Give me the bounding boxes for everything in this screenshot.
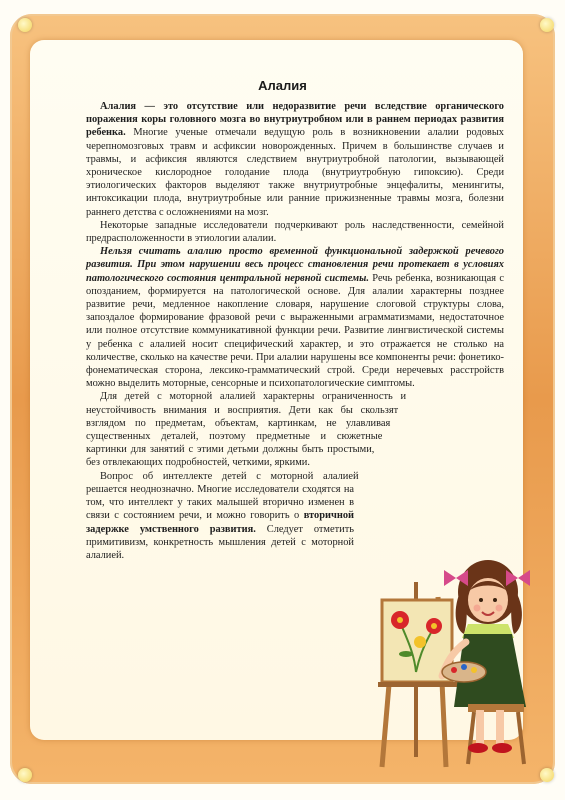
paragraph-text: Некоторые западные исследователи подчеркивают роль наследственности, семейной предрасположенности в этиологии алалии. (86, 219, 504, 245)
paragraph-text: Речь ребенка, возникающая с опозданием, формируется на патологической основе. Для алалии характерны позднее развитие речи, медленное накопление словаря, нарушение слоговой структуры слова, запоздалое формирование фразовой речи с выраженными аграмматизмами, недостаточное или полное отсутствие коммуникативной функции речи. Развитие лингвистической системы у ребенка с алалией носит специфический характер, и это отражается не столько на количестве, сколько на качестве речи. При алалии нарушены все компоненты речи: фонетико-фонематическая сторона, лексико-грамматический строй. Среди неречевых расстройств можно выделить моторные, сенсорные и психопатологические симптомы. (86, 272, 504, 390)
paragraph-text: Для детей с моторной алалией характерны ограниченность и неустойчивость внимания и восприятия. Дети как бы скользят взглядом по предметам, объектам, картинкам, не улавливая существенных деталей, поэтому предметные и сюжетные картинки для занятий с этими детьми должны быть простыми, без отвлекающих подробностей, четкими, яркими. (86, 391, 407, 469)
girl-painting-illustration (376, 542, 536, 772)
paragraph (86, 219, 504, 245)
eye (493, 598, 497, 602)
cheek (474, 605, 481, 612)
paragraph-text: Следует отметить примитивизм, конкретность мышления детей с моторной алалией. (86, 523, 354, 561)
leg (476, 710, 484, 744)
flower (414, 636, 426, 648)
definition-lead: Алалия — это отсутствие или недоразвитие речи вследствие органического поражения коры головного мозга во внутриутробном или в раннем периодах развития ребенка. (86, 101, 504, 139)
paragraph-text: Вопрос об интеллекте детей с моторной алалией решается неоднозначно. Многие исследователи сходятся на том, что интеллект у таких малышей вторично изменен в связи с состоянием речи, и можно говорить о (86, 470, 359, 522)
hair-bow (506, 570, 530, 586)
easel-tray (378, 682, 458, 687)
shoe (468, 743, 488, 753)
page-title: Алалия (258, 78, 307, 93)
hair-bow (444, 570, 468, 586)
paint-dab (451, 667, 457, 673)
paragraph (86, 100, 504, 219)
flower-center (431, 623, 437, 629)
corner-dot-icon (18, 768, 32, 782)
eye (479, 598, 483, 602)
paragraph-text: Многие ученые отмечали ведущую роль в возникновении алалии родовых черепномозговых травм и асфиксии новорожденных. Причем в большинстве случаев и травмы, и асфиксия являются следствием внутриутробной патологии, вызывающей хроническое кислородное голодание плода (внутриутробную гипоксию). Среди этиологических факторов выделяют также внутриутробные энцефалиты, менингиты, интоксикации плода, внутриутробные или ранние прижизненные травмы мозга, болезни раннего детства с осложнениями на мозг. (86, 127, 504, 218)
cheek (496, 605, 503, 612)
shoe (492, 743, 512, 753)
corner-dot-icon (540, 18, 554, 32)
emphasis-inline: вторичной задержке умственного развития. (86, 510, 354, 535)
stool-leg (518, 712, 524, 764)
paint-dab (461, 664, 467, 670)
leg (496, 710, 504, 744)
emphasis-lead: Нельзя считать алалию просто временной функциональной задержкой речевого развития. При этом нарушении весь процесс становления речи протекает в условиях патологического состояния центральной нервной системы. (86, 246, 504, 284)
leaf (399, 651, 413, 657)
corner-dot-icon (18, 18, 32, 32)
corner-dot-icon (540, 768, 554, 782)
paint-dab (471, 667, 477, 673)
stool-leg (468, 712, 474, 764)
hair-curl (510, 592, 522, 634)
paragraph (86, 245, 504, 390)
hair-curl (456, 592, 468, 634)
flower-center (397, 617, 403, 623)
